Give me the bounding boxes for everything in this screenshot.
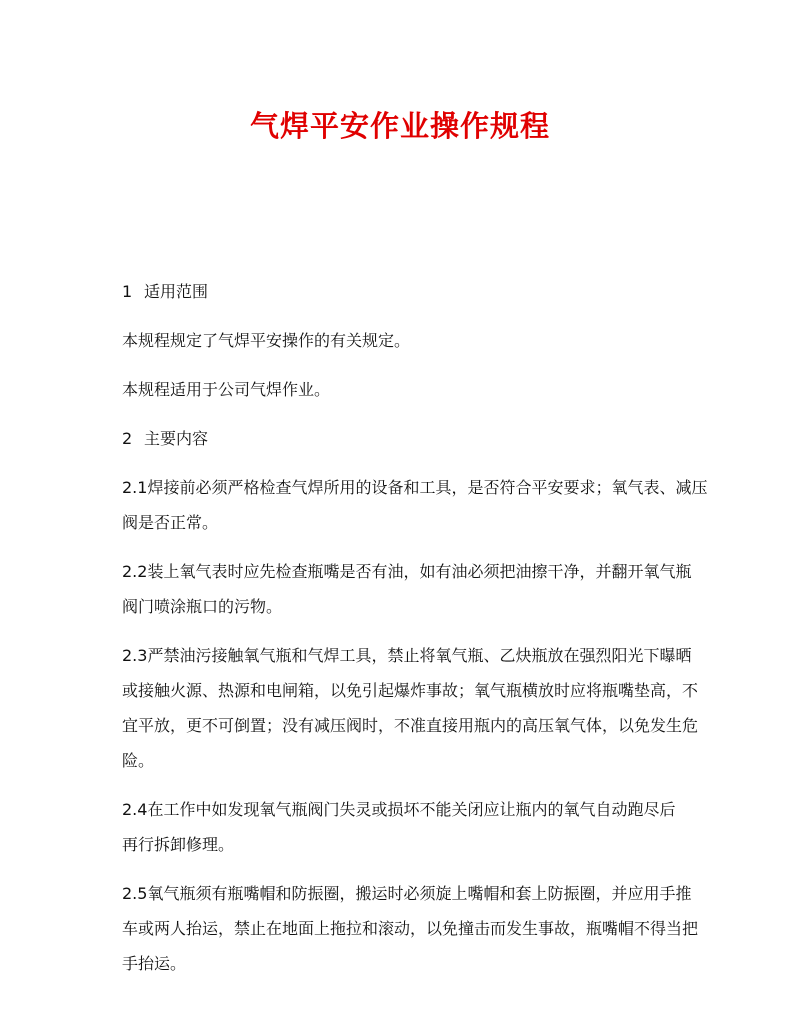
item-line: 2.5氧气瓶须有瓶嘴帽和防振圈，搬运时必须旋上嘴帽和套上防振圈，并应用手推 bbox=[122, 884, 692, 903]
section-2-number: 2 bbox=[122, 429, 133, 448]
item-line: 阀门喷涂瓶口的污物。 bbox=[122, 597, 283, 616]
section-item-2-3 bbox=[122, 638, 699, 778]
document-title: 气焊平安作业操作规程 bbox=[249, 109, 550, 143]
item-line: 或接触火源、热源和电闸箱，以免引起爆炸事故；氧气瓶横放时应将瓶嘴垫高，不 bbox=[122, 681, 699, 700]
section-item-2-4 bbox=[122, 792, 684, 862]
spacer bbox=[122, 624, 684, 638]
section-item-2-1 bbox=[122, 470, 708, 540]
spacer bbox=[122, 358, 684, 372]
spacer bbox=[122, 862, 684, 876]
item-line: 车或两人抬运，禁止在地面上拖拉和滚动，以免撞击而发生事故，瓶嘴帽不得当把 bbox=[122, 919, 699, 938]
item-line: 2.4在工作中如发现氧气瓶阀门失灵或损坏不能关闭应让瓶内的氧气自动跑尽后 bbox=[122, 800, 676, 819]
section-2-heading-text: 主要内容 bbox=[144, 429, 209, 448]
spacer bbox=[122, 540, 684, 554]
section-1-paragraph: 本规程规定了气焊平安操作的有关规定。 bbox=[122, 331, 411, 350]
item-line: 险。 bbox=[122, 751, 155, 770]
document-body bbox=[122, 274, 708, 981]
spacer bbox=[122, 456, 684, 470]
section-1-paragraph: 本规程适用于公司气焊作业。 bbox=[122, 380, 331, 399]
item-line: 2.3严禁油污接触氧气瓶和气焊工具，禁止将氧气瓶、乙炔瓶放在强烈阳光下曝晒 bbox=[122, 646, 692, 665]
section-item-2-5 bbox=[122, 876, 699, 981]
section-1-heading bbox=[122, 274, 684, 309]
section-item-2-2 bbox=[122, 554, 692, 624]
item-line: 2.2装上氧气表时应先检查瓶嘴是否有油，如有油必须把油擦干净，并翻开氧气瓶 bbox=[122, 562, 692, 581]
spacer bbox=[122, 778, 684, 792]
item-line: 阀是否正常。 bbox=[122, 513, 219, 532]
section-2-heading bbox=[122, 421, 684, 456]
item-line: 手抬运。 bbox=[122, 954, 187, 973]
spacer bbox=[122, 407, 684, 421]
item-line: 宜平放，更不可倒置；没有减压阀时，不准直接用瓶内的高压氧气体，以免发生危 bbox=[122, 716, 699, 735]
section-1-heading-text: 适用范围 bbox=[144, 282, 209, 301]
item-line: 再行拆卸修理。 bbox=[122, 835, 235, 854]
item-line: 2.1焊接前必须严格检查气焊所用的设备和工具，是否符合平安要求；氧气表、减压 bbox=[122, 478, 708, 497]
spacer bbox=[122, 309, 684, 323]
section-1-number: 1 bbox=[122, 282, 133, 301]
